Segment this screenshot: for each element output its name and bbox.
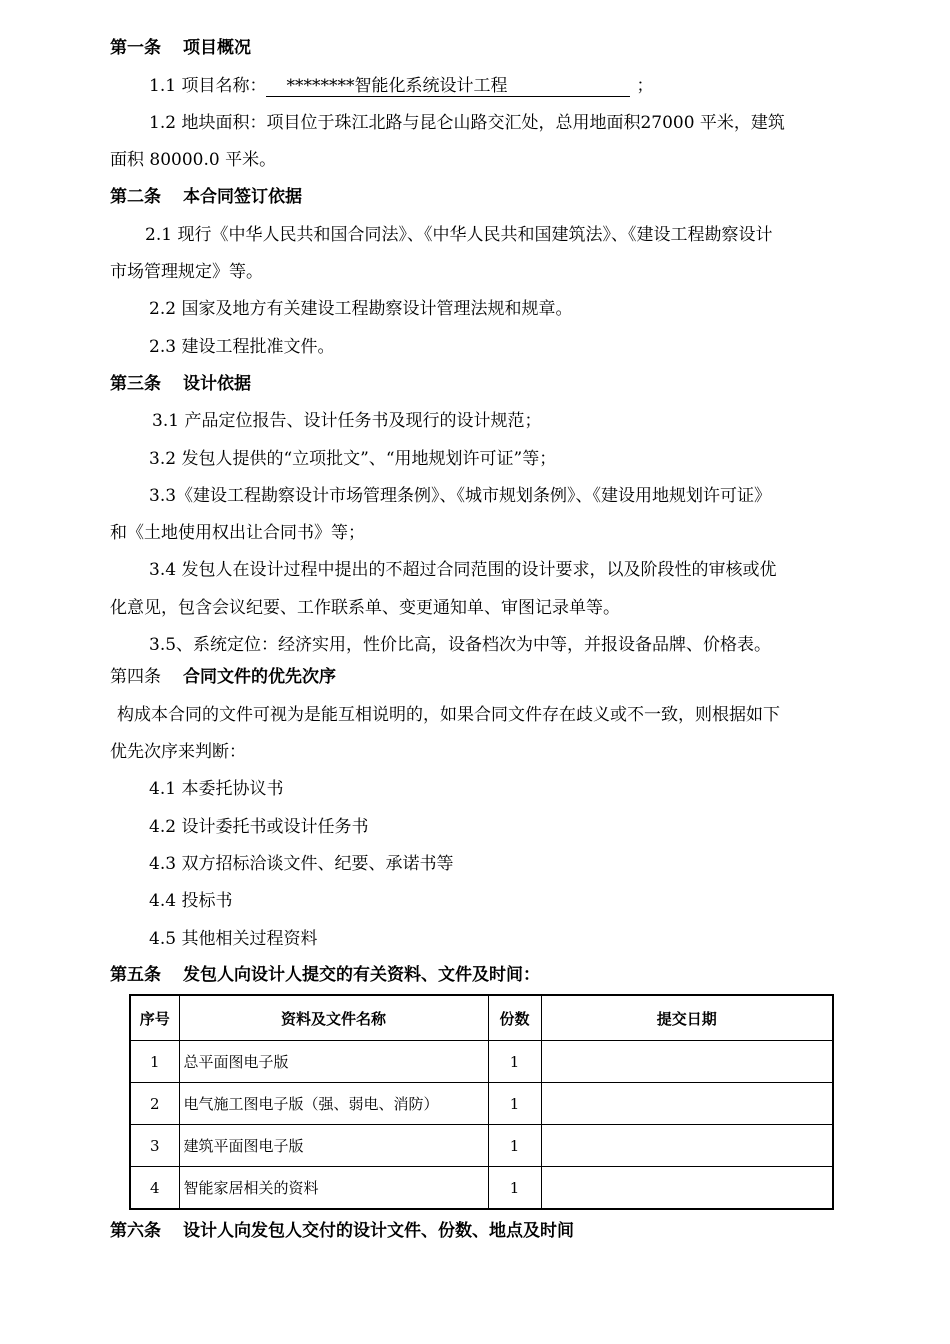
article-3-heading	[110, 372, 251, 396]
clause-3-1: 3.1 产品定位报告、设计任务书及现行的设计规范；	[152, 411, 542, 431]
row-copies: 1	[488, 1083, 541, 1125]
article-2-title: 本合同签订依据	[183, 187, 302, 207]
row-copies: 1	[488, 1041, 541, 1083]
article-3-number: 第三条	[110, 374, 161, 394]
clause-4-3: 4.3 双方招标洽谈文件、纪要、承诺书等	[149, 854, 454, 874]
clause-1-2-line2: 面积 80000.0 平米。	[110, 150, 277, 170]
article-2-number: 第二条	[110, 187, 161, 207]
article-4-intro-line1: 构成本合同的文件可视为是能互相说明的，如果合同文件存在歧义或不一致，则根据如下	[117, 705, 780, 725]
article-4-title: 合同文件的优先次序	[183, 667, 336, 687]
row-copies: 1	[488, 1125, 541, 1167]
article-1-number: 第一条	[110, 38, 161, 58]
table-row	[130, 1041, 833, 1083]
project-name-field: ********智能化系统设计工程	[266, 76, 630, 97]
row-document-name: 总平面图电子版	[179, 1041, 488, 1083]
header-serial: 序号	[130, 995, 179, 1041]
clause-4-2: 4.2 设计委托书或设计任务书	[149, 817, 369, 837]
row-serial: 4	[130, 1167, 179, 1210]
row-serial: 2	[130, 1083, 179, 1125]
row-submit-date	[541, 1041, 833, 1083]
article-6-number: 第六条	[110, 1221, 161, 1241]
clause-4-5: 4.5 其他相关过程资料	[149, 929, 318, 949]
article-4-intro-line2: 优先次序来判断：	[110, 742, 246, 762]
table-row	[130, 1083, 833, 1125]
clause-3-3-line2: 和《土地使用权出让合同书》等；	[110, 523, 365, 543]
article-4-heading	[110, 665, 336, 689]
clause-1-1	[149, 74, 653, 98]
clause-2-1-line2: 市场管理规定》等。	[110, 262, 263, 282]
article-6-heading	[110, 1219, 574, 1243]
clause-3-2: 3.2 发包人提供的“立项批文”、“用地规划许可证”等；	[149, 449, 557, 469]
clause-4-1: 4.1 本委托协议书	[149, 779, 284, 799]
clause-2-1-line1: 2.1 现行《中华人民共和国合同法》、《中华人民共和国建筑法》、《建设工程勘察设计	[145, 225, 773, 245]
row-document-name: 建筑平面图电子版	[179, 1125, 488, 1167]
header-document-name: 资料及文件名称	[179, 995, 488, 1041]
clause-1-2-line1: 1.2 地块面积：项目位于珠江北路与昆仑山路交汇处，总用地面积27000 平米，建筑	[149, 113, 785, 133]
table-row	[130, 1167, 833, 1210]
clause-2-2: 2.2 国家及地方有关建设工程勘察设计管理法规和规章。	[149, 299, 573, 319]
clause-1-1-label: 1.1 项目名称：	[149, 76, 267, 96]
article-5-number: 第五条	[110, 965, 161, 985]
row-submit-date	[541, 1125, 833, 1167]
article-1-heading	[110, 36, 251, 60]
clause-2-3: 2.3 建设工程批准文件。	[149, 337, 335, 357]
article-5-title: 发包人向设计人提交的有关资料、文件及时间：	[183, 965, 540, 985]
article-5-heading	[110, 963, 540, 987]
row-serial: 3	[130, 1125, 179, 1167]
table-row	[130, 1125, 833, 1167]
materials-table	[129, 994, 834, 1210]
article-6-title: 设计人向发包人交付的设计文件、份数、地点及时间	[183, 1221, 574, 1241]
row-document-name: 电气施工图电子版（强、弱电、消防）	[179, 1083, 488, 1125]
row-submit-date	[541, 1167, 833, 1210]
header-copies: 份数	[488, 995, 541, 1041]
article-3-title: 设计依据	[183, 374, 251, 394]
header-submit-date: 提交日期	[541, 995, 833, 1041]
row-copies: 1	[488, 1167, 541, 1210]
row-submit-date	[541, 1083, 833, 1125]
clause-3-5: 3.5、系统定位：经济实用，性价比高，设备档次为中等，并报设备品牌、价格表。	[149, 635, 772, 655]
article-2-heading	[110, 185, 302, 209]
clause-3-4-line1: 3.4 发包人在设计过程中提出的不超过合同范围的设计要求，以及阶段性的审核或优	[149, 560, 777, 580]
clause-4-4: 4.4 投标书	[149, 891, 233, 911]
article-4-number: 第四条	[110, 667, 161, 687]
clause-3-3-line1: 3.3《建设工程勘察设计市场管理条例》、《城市规划条例》、《建设用地规划许可证》	[149, 486, 772, 506]
clause-3-4-line2: 化意见，包含会议纪要、工作联系单、变更通知单、审图记录单等。	[110, 598, 620, 618]
table-header-row	[130, 995, 833, 1041]
row-document-name: 智能家居相关的资料	[179, 1167, 488, 1210]
article-1-title: 项目概况	[183, 38, 251, 58]
clause-1-1-end: ；	[636, 76, 654, 96]
row-serial: 1	[130, 1041, 179, 1083]
